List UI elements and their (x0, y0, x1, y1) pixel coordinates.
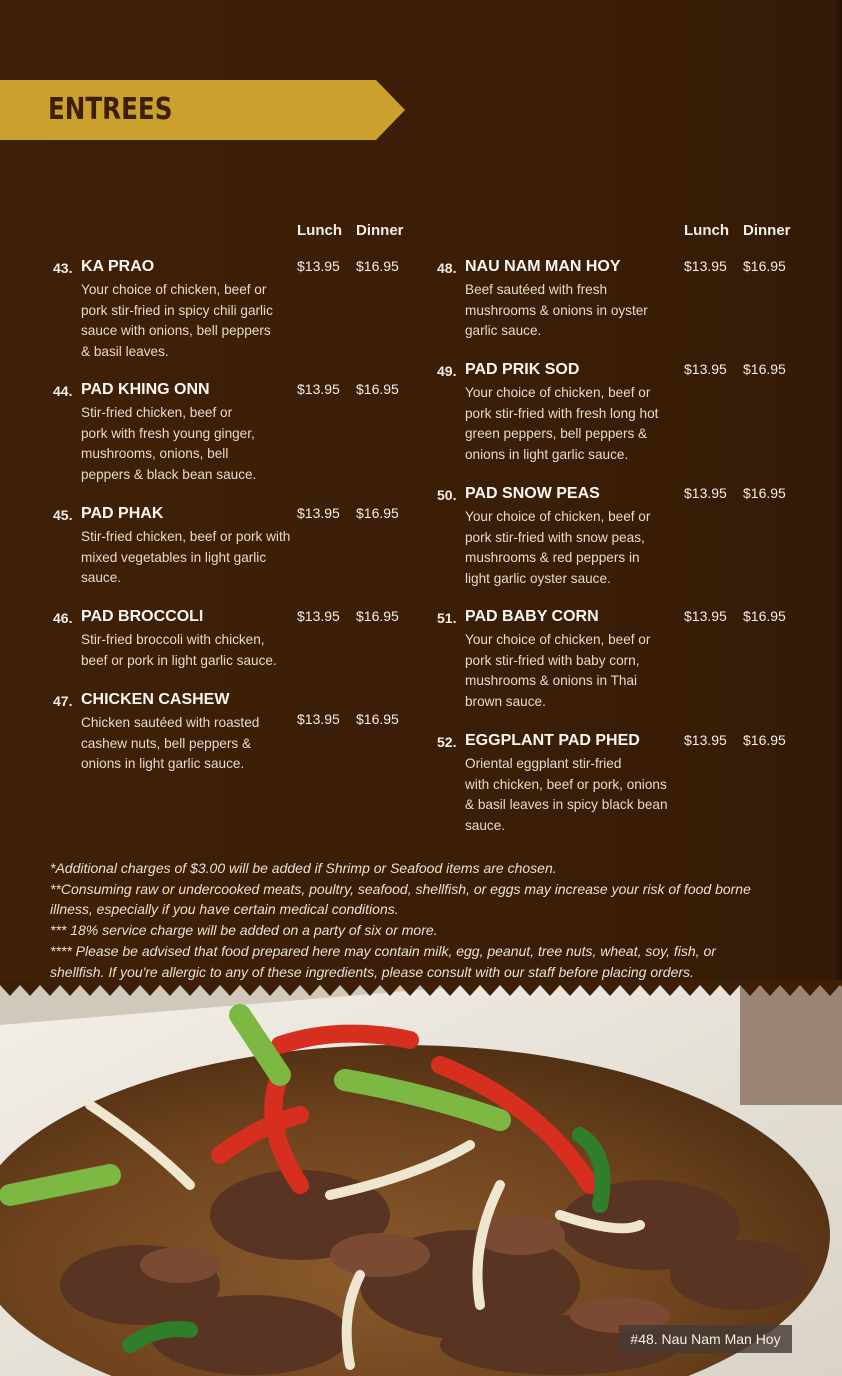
item-name: EGGPLANT PAD PHED (465, 732, 640, 749)
description-line: Stir-fried broccoli with chicken, (81, 632, 265, 647)
item-description (465, 754, 668, 837)
footnote-line: **** Please be advised that food prepared here may contain milk, egg, peanut, tree nuts, wheat, soy, fish, or (50, 942, 716, 959)
description-line: sauce with onions, bell peppers (81, 323, 271, 339)
description-line: Chicken sautéed with roasted (81, 715, 260, 730)
lunch-column-header-right: Lunch (684, 222, 729, 239)
lunch-price: $13.95 (297, 711, 340, 727)
description-line: pork stir-fried in spicy chili garlic (81, 302, 273, 318)
dinner-price: $16.95 (743, 258, 786, 274)
description-line: mushrooms, onions, bell (81, 446, 229, 462)
dinner-price: $16.95 (356, 711, 399, 727)
dinner-price: $16.95 (356, 381, 399, 397)
description-line: brown sauce. (465, 694, 546, 710)
item-description (465, 507, 650, 590)
item-name: CHICKEN CASHEW (81, 691, 230, 708)
description-line: pork stir-fried with baby corn, (465, 652, 640, 668)
item-number: 44. (53, 383, 73, 399)
lunch-price: $13.95 (297, 608, 340, 624)
dinner-price: $16.95 (356, 505, 399, 521)
item-number: 50. (437, 487, 457, 503)
description-line: green peppers, bell peppers & (465, 426, 648, 442)
photo-caption: #48. Nau Nam Man Hoy (619, 1325, 792, 1353)
description-line: Beef sautéed with fresh (465, 282, 608, 297)
item-number: 48. (437, 260, 457, 276)
lunch-price: $13.95 (684, 608, 727, 624)
description-line: light garlic oyster sauce. (465, 571, 611, 587)
section-title: ENTREES (48, 92, 173, 127)
zigzag-edge (0, 980, 842, 1002)
item-description (81, 280, 273, 363)
lunch-column-header-left: Lunch (297, 222, 342, 239)
item-number: 52. (437, 734, 457, 750)
lunch-price: $13.95 (297, 258, 340, 274)
item-name: PAD BROCCOLI (81, 608, 204, 625)
dinner-price: $16.95 (356, 258, 399, 274)
item-name: NAU NAM MAN HOY (465, 258, 621, 275)
description-line: sauce. (465, 818, 506, 834)
item-name: PAD BABY CORN (465, 608, 599, 625)
footnote-line: illness, especially if you have certain medical conditions. (50, 901, 399, 918)
description-line: Your choice of chicken, beef or (465, 632, 651, 647)
dinner-price: $16.95 (743, 485, 786, 501)
lunch-price: $13.95 (297, 505, 340, 521)
item-description (81, 630, 277, 671)
dinner-price: $16.95 (743, 361, 786, 377)
description-line: garlic sauce. (465, 323, 542, 339)
item-name: KA PRAO (81, 258, 155, 275)
dinner-price: $16.95 (743, 608, 786, 624)
description-line: pork stir-fried with fresh long hot (465, 405, 659, 421)
item-description (465, 280, 648, 342)
description-line: peppers & black bean sauce. (81, 467, 257, 483)
lunch-price: $13.95 (684, 258, 727, 274)
item-number: 46. (53, 610, 73, 626)
item-number: 49. (437, 363, 457, 379)
page-edge-shadow (834, 0, 842, 1000)
description-line: sauce. (81, 570, 122, 586)
description-line: & basil leaves. (81, 344, 169, 360)
item-description (465, 630, 650, 713)
food-photo (0, 985, 842, 1376)
item-description (81, 713, 259, 775)
dinner-price: $16.95 (356, 608, 399, 624)
description-line: with chicken, beef or pork, onions (465, 776, 667, 792)
description-line: onions in light garlic sauce. (81, 756, 245, 772)
description-line: cashew nuts, bell peppers & (81, 735, 252, 751)
lunch-price: $13.95 (684, 485, 727, 501)
lunch-price: $13.95 (297, 381, 340, 397)
item-name: PAD KHING ONN (81, 381, 210, 398)
item-number: 45. (53, 507, 73, 523)
item-name: PAD PRIK SOD (465, 361, 580, 378)
item-number: 47. (53, 693, 73, 709)
footnote-line: shellfish. If you're allergic to any of these ingredients, please consult with our staff before placing orders. (50, 963, 694, 980)
lunch-price: $13.95 (684, 361, 727, 377)
dinner-column-header-right: Dinner (743, 222, 791, 239)
description-line: Your choice of chicken, beef or (465, 385, 651, 400)
footnote-line: **Consuming raw or undercooked meats, poultry, seafood, shellfish, or eggs may increase your risk of food borne (50, 880, 751, 897)
item-description (465, 383, 658, 466)
description-line: pork with fresh young ginger, (81, 425, 255, 441)
description-line: mixed vegetables in light garlic (81, 549, 267, 565)
description-line: mushrooms & onions in oyster (465, 302, 648, 318)
item-description (81, 527, 290, 589)
description-line: beef or pork in light garlic sauce. (81, 652, 277, 668)
item-number: 51. (437, 610, 457, 626)
item-number: 43. (53, 260, 73, 276)
item-name: PAD PHAK (81, 505, 164, 522)
footnotes (50, 858, 810, 982)
item-description (81, 403, 256, 486)
description-line: & basil leaves in spicy black bean (465, 797, 668, 813)
dinner-price: $16.95 (743, 732, 786, 748)
footnote-line: *Additional charges of $3.00 will be added if Shrimp or Seafood items are chosen. (50, 860, 557, 876)
description-line: Stir-fried chicken, beef or (81, 405, 233, 420)
description-line: pork stir-fried with snow peas, (465, 529, 645, 545)
lunch-price: $13.95 (684, 732, 727, 748)
description-line: Oriental eggplant stir-fried (465, 756, 622, 771)
description-line: onions in light garlic sauce. (465, 447, 629, 463)
description-line: Stir-fried chicken, beef or pork with (81, 529, 291, 544)
description-line: Your choice of chicken, beef or (465, 509, 651, 524)
item-name: PAD SNOW PEAS (465, 485, 600, 502)
description-line: mushrooms & onions in Thai (465, 673, 638, 689)
description-line: Your choice of chicken, beef or (81, 282, 267, 297)
dinner-column-header-left: Dinner (356, 222, 404, 239)
description-line: mushrooms & red peppers in (465, 550, 640, 566)
footnote-line: *** 18% service charge will be added on a party of six or more. (50, 922, 438, 939)
